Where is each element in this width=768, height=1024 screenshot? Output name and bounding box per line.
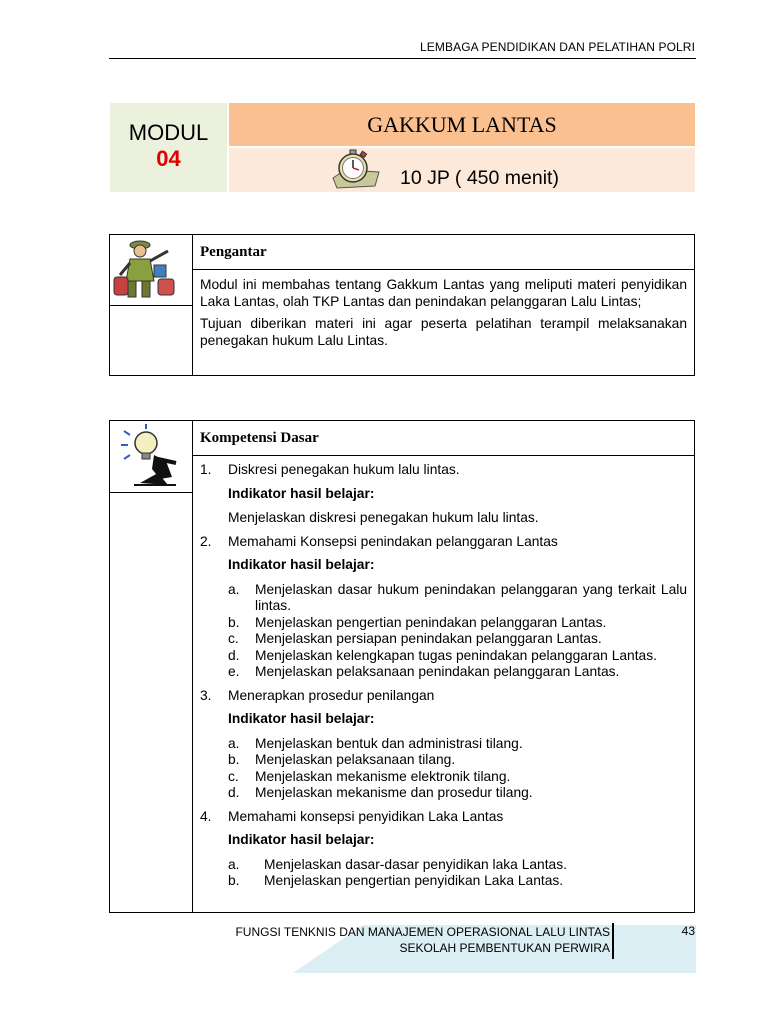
- explorer-figure-icon: [110, 235, 192, 305]
- competency-heading-row: [193, 421, 694, 456]
- competency-body: [200, 462, 687, 897]
- competency-heading: Kompetensi Dasar: [200, 430, 319, 446]
- indicator-item-text: Menjelaskan pengertian penyidikan Laka Lantas.: [264, 873, 564, 888]
- indicator-letter: a.: [228, 856, 240, 872]
- indicator-item-text: Menjelaskan mekanisme elektronik tilang.: [255, 768, 511, 784]
- stopwatch-icon: [331, 148, 381, 190]
- indicator-item-text: Menjelaskan pelaksanaan penindakan pelanggaran Lantas.: [255, 664, 620, 679]
- indicator-item-text: Menjelaskan persiapan penindakan pelanggaran Lantas.: [255, 631, 602, 646]
- duration-box: [229, 148, 695, 192]
- modul-number: 04: [156, 146, 181, 171]
- indicator-item: [228, 631, 687, 648]
- competency-section: [109, 420, 695, 913]
- intro-body: [200, 277, 687, 355]
- indicator-item: [228, 648, 687, 665]
- indicator-letter: e.: [228, 664, 240, 679]
- indicator-item: [228, 873, 687, 890]
- item-number: 2.: [200, 533, 212, 549]
- indicator-title: Indikator hasil belajar:: [228, 832, 375, 847]
- indicator-title: Indikator hasil belajar:: [228, 557, 375, 572]
- modul-box: [110, 103, 227, 192]
- intro-heading: Pengantar: [200, 244, 267, 260]
- header-institution: LEMBAGA PENDIDIKAN DAN PELATIHAN POLRI: [420, 40, 695, 54]
- competency-icon-column: [110, 421, 193, 912]
- indicator-letter: b.: [228, 614, 240, 630]
- indicator-letter: a.: [228, 735, 240, 751]
- indicator-item-text: Menjelaskan mekanisme dan prosedur tilang.: [255, 785, 533, 800]
- indicator-item-text: Menjelaskan pengertian penindakan pelanggaran Lantas.: [255, 614, 607, 630]
- indicator-title: Indikator hasil belajar:: [228, 711, 375, 726]
- item-number: 1.: [200, 462, 212, 477]
- modul-label: MODUL: [128, 120, 209, 145]
- indicator-letter: a.: [228, 581, 240, 597]
- intro-heading-row: [193, 235, 694, 270]
- indicator-letter: c.: [228, 768, 239, 784]
- indicator-item: [228, 615, 687, 632]
- competency-item: [200, 462, 687, 479]
- intro-icon-cell: [110, 235, 192, 306]
- item-text: Menerapkan prosedur penilangan: [228, 687, 435, 703]
- module-title: GAKKUM LANTAS: [229, 103, 695, 146]
- competency-item: [200, 809, 687, 826]
- indicator-letter: b.: [228, 873, 240, 888]
- indicator-letter: c.: [228, 631, 239, 646]
- header-rule: [109, 58, 696, 59]
- indicator-letter: d.: [228, 647, 240, 663]
- competency-item: [200, 688, 687, 705]
- indicator-item: [228, 736, 687, 753]
- indicator-item-text: Menjelaskan bentuk dan administrasi tilang.: [255, 735, 523, 751]
- competency-item: [200, 534, 687, 551]
- lightbulb-figure-icon: [110, 421, 192, 493]
- duration-text: 10 JP ( 450 menit): [400, 167, 559, 189]
- footer-line-1: FUNGSI TENKNIS DAN MANAJEMEN OPERASIONAL LALU LINTAS: [235, 925, 610, 939]
- indicator-item: [228, 769, 687, 786]
- indicator-item-text: Menjelaskan pelaksanaan tilang.: [255, 752, 456, 767]
- indicator-item: [228, 582, 687, 615]
- footer-line-2: SEKOLAH PEMBENTUKAN PERWIRA: [399, 941, 610, 955]
- indicator-item-text: Menjelaskan dasar-dasar penyidikan laka Lantas.: [264, 856, 567, 872]
- competency-icon-cell: [110, 421, 192, 493]
- indicator-text: Menjelaskan diskresi penegakan hukum lalu lintas.: [228, 510, 539, 525]
- intro-section: [109, 234, 695, 376]
- indicator-letter: d.: [228, 785, 240, 800]
- item-text: Memahami Konsepsi penindakan pelanggaran Lantas: [228, 533, 558, 549]
- item-number: 3.: [200, 687, 212, 703]
- indicator-title: Indikator hasil belajar:: [228, 485, 375, 501]
- indicator-item: [228, 752, 687, 769]
- indicator-item: [228, 664, 687, 681]
- item-text: Memahami konsepsi penyidikan Laka Lantas: [228, 808, 504, 824]
- indicator-item: [228, 785, 687, 802]
- indicator-list: [200, 736, 687, 802]
- indicator-item: [228, 857, 687, 874]
- intro-paragraph: Tujuan diberikan materi ini agar peserta pelatihan terampil melaksanakan penegakan hukum Lalu Lintas.: [200, 316, 687, 348]
- indicator-letter: b.: [228, 752, 240, 767]
- footer-divider: [612, 923, 614, 959]
- indicator-list: [200, 582, 687, 681]
- item-number: 4.: [200, 808, 212, 824]
- item-text: Diskresi penegakan hukum lalu lintas.: [228, 462, 460, 477]
- indicator-list: [200, 857, 687, 890]
- indicator-item-text: Menjelaskan dasar hukum penindakan pelanggaran yang terkait Lalu lintas.: [255, 581, 687, 613]
- footer-text: [235, 924, 610, 956]
- intro-paragraph: Modul ini membahas tentang Gakkum Lantas yang meliputi materi penyidikan Laka Lantas, olah TKP Lantas dan penindakan pelanggaran Lalu Lintas;: [200, 277, 687, 309]
- indicator-item-text: Menjelaskan kelengkapan tugas penindakan pelanggaran Lantas.: [255, 647, 657, 663]
- page-number: 43: [681, 924, 695, 938]
